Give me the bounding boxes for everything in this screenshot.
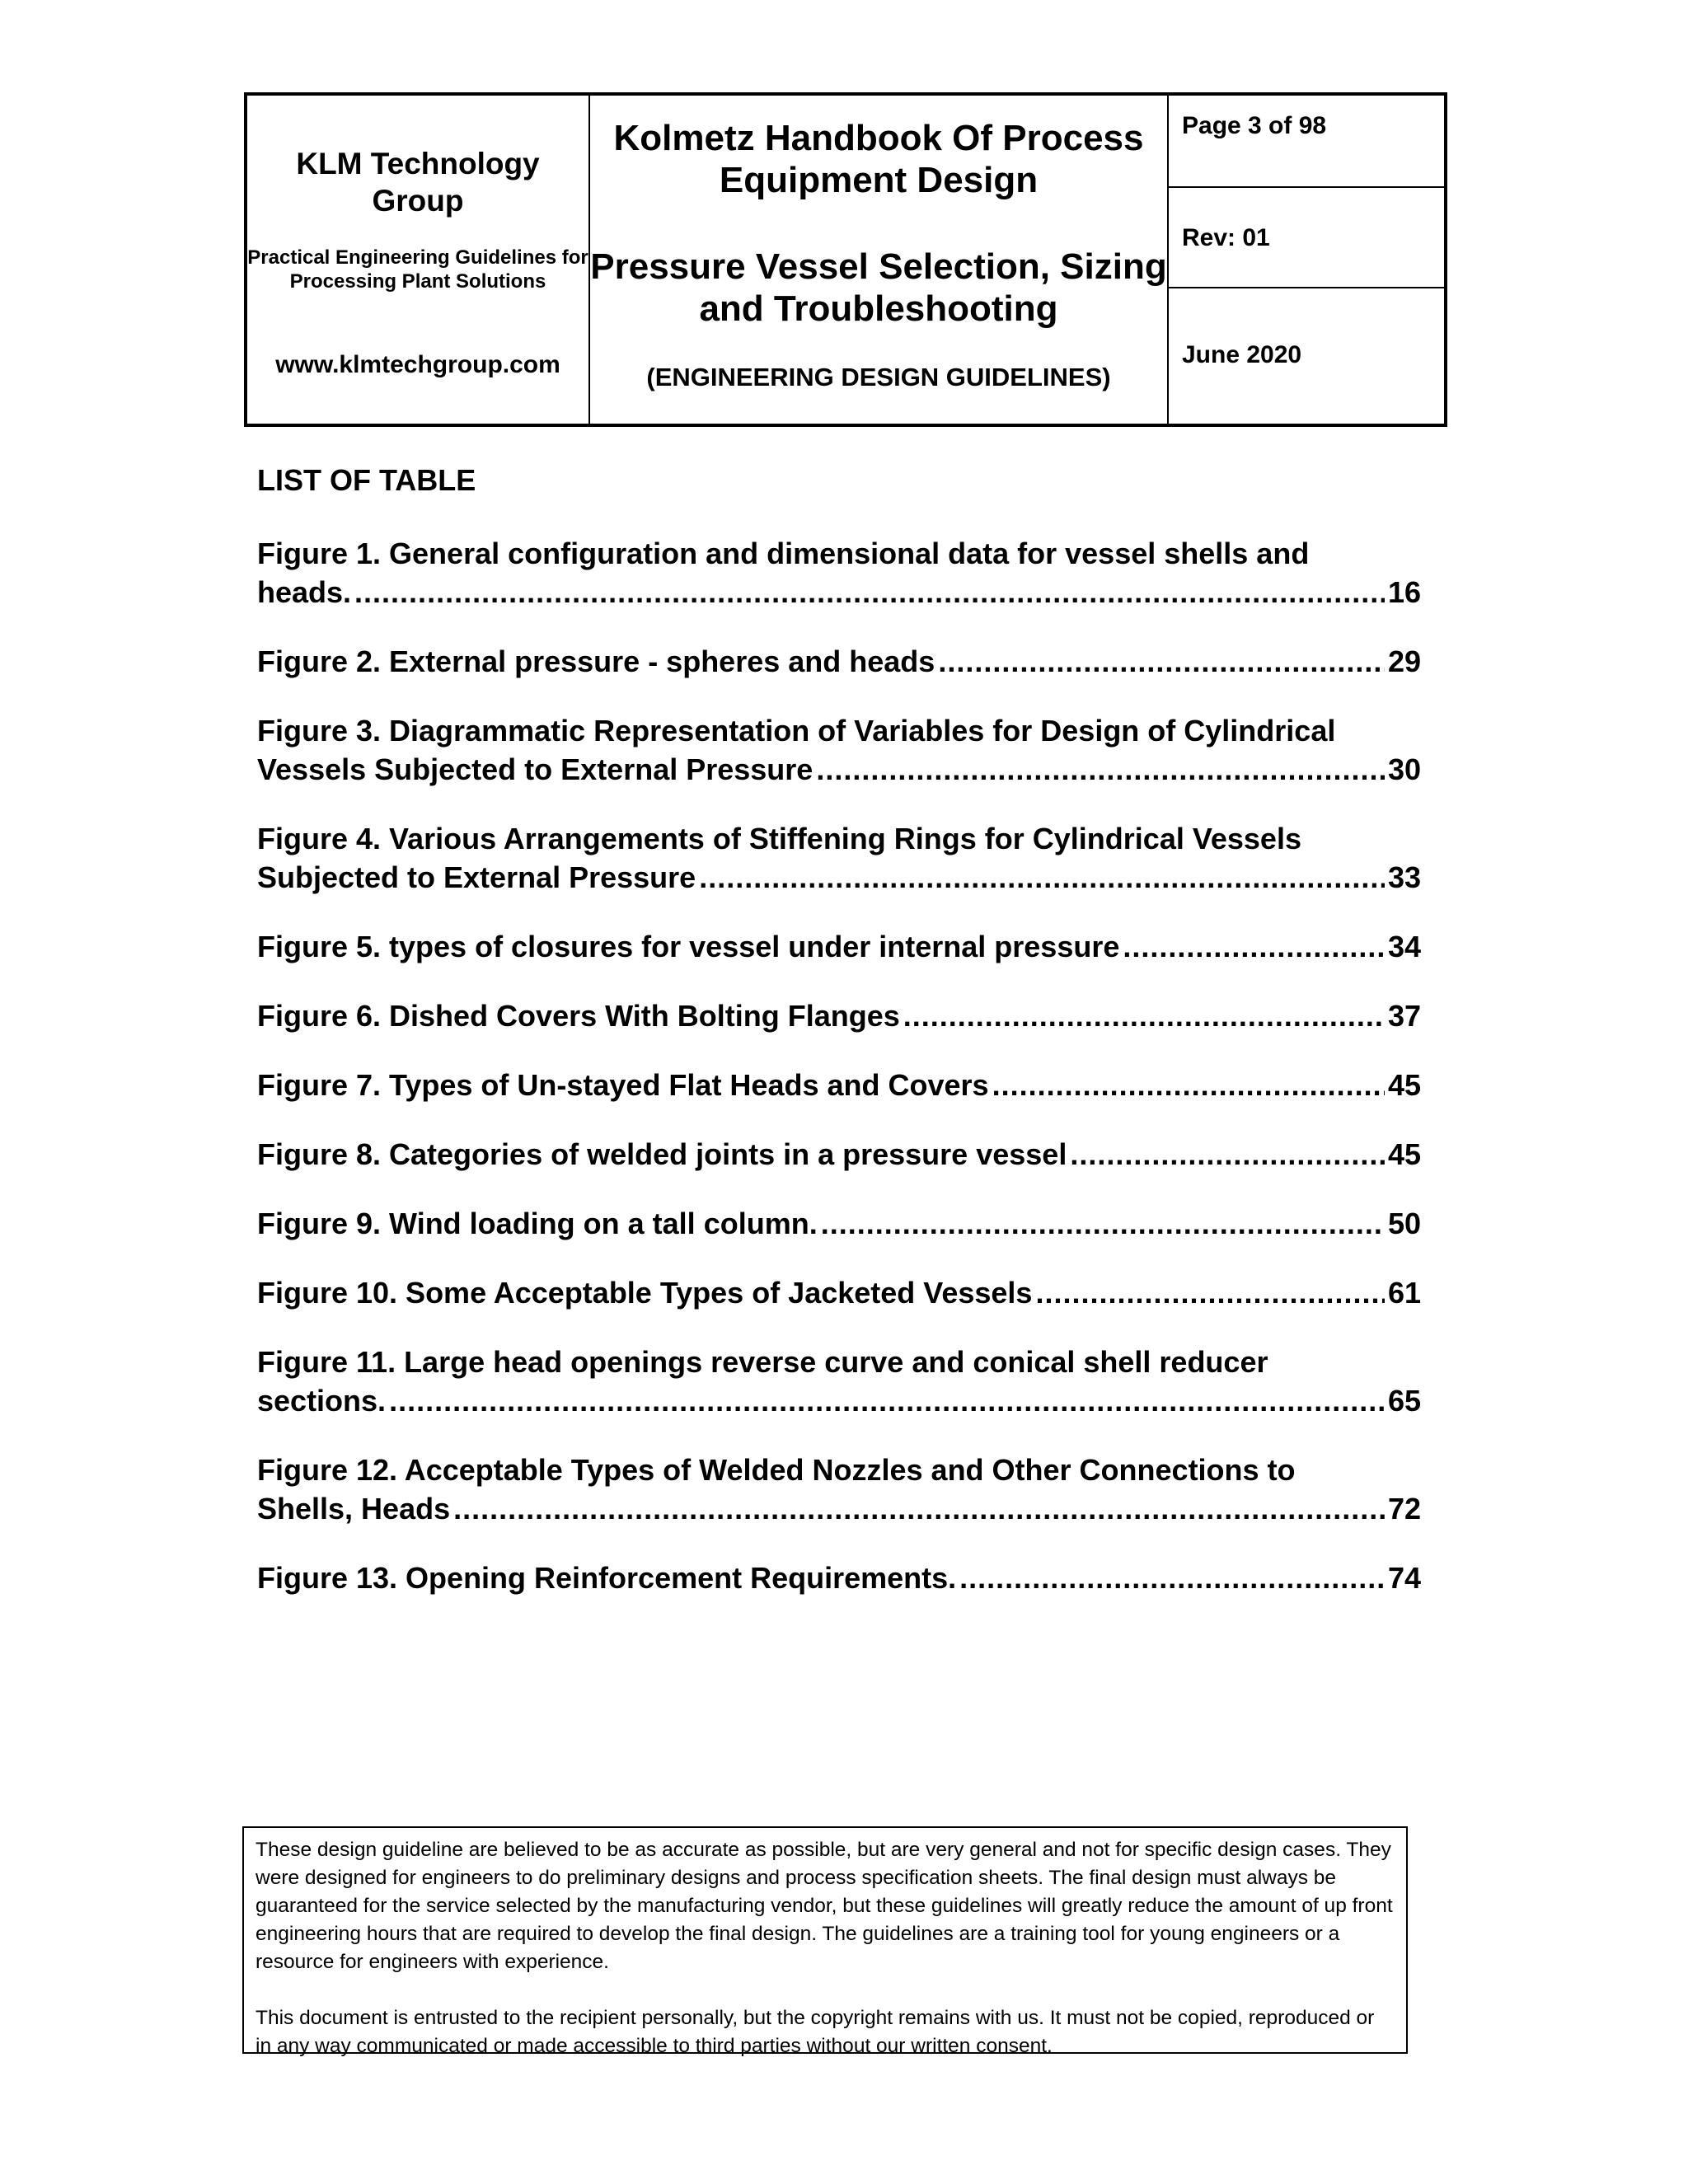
toc-entry-title: Vessels Subjected to External Pressure [257,752,814,786]
toc-entry-title: Figure 6. Dished Covers With Bolting Flanges [257,999,900,1033]
dot-leader [903,996,1385,1035]
dot-leader [453,1489,1385,1528]
book-title: Kolmetz Handbook Of Process Equipment Design [613,118,1144,200]
toc-entry[interactable] [257,1451,1421,1528]
book-kind: (ENGINEERING DESIGN GUIDELINES) [646,363,1111,391]
toc-entry-title: Shells, Heads [257,1492,451,1526]
toc-entry-title: Figure 5. types of closures for vessel under internal pressure [257,930,1120,963]
dot-leader [992,1066,1385,1104]
toc-entry-title: Figure 2. External pressure - spheres and heads [257,644,935,678]
toc-entry-line [257,750,1421,789]
book-subtitle: Pressure Vessel Selection, Sizing and Troubleshooting [590,246,1167,329]
dot-leader [389,1381,1385,1420]
toc-entry-page: 50 [1387,1207,1421,1240]
toc-entry[interactable] [257,1558,1421,1597]
dot-leader [959,1558,1385,1597]
page-number: Page 3 of 98 [1169,96,1444,188]
toc-entry-page: 29 [1387,644,1421,678]
toc-entry[interactable] [257,996,1421,1035]
toc-entry-line [257,1135,1421,1174]
header-meta-cell [1169,96,1444,424]
toc-entry-title: Figure 8. Categories of welded joints in a pressure vessel [257,1137,1067,1171]
toc-entry-title: Subjected to External Pressure [257,860,696,894]
toc-entry-line [257,1204,1421,1243]
org-tagline: Practical Engineering Guidelines for Processing Plant Solutions [247,246,588,293]
toc-entry-title-line1: Figure 11. Large head openings reverse curve and conical shell reducer [257,1345,1268,1379]
toc-entry-title-line1: Figure 1. General configuration and dimensional data for vessel shells and [257,537,1310,570]
org-url: www.klmtechgroup.com [275,351,560,378]
toc-entry[interactable] [257,1066,1421,1104]
toc-entry-line [257,573,1421,612]
toc-entry-title-line1: Figure 4. Various Arrangements of Stiffening Rings for Cylindrical Vessels [257,822,1301,855]
toc-entry[interactable] [257,711,1421,789]
header-org-cell [247,96,590,424]
toc-entry-line [257,858,1421,897]
disclaimer-box [242,1826,1408,2057]
disclaimer-paragraph: These design guideline are believed to be as accurate as possible, but are very general and not for specific design cases. They were designed for engineers to do preliminary designs and process specification sheets. The final design must always be guaranteed for the service selected by the manufacturing vendor, but these guidelines will greatly reduce the amount of up front engineering hours that are required to develop the final design. The guidelines are a training tool for young engineers or a resource for engineers with experience. [256,1839,1393,1973]
toc-entry-line [257,642,1421,681]
toc-entry-title: Figure 9. Wind loading on a tall column. [257,1207,818,1240]
revision: Rev: 01 [1169,188,1444,288]
toc-entry[interactable] [257,642,1421,681]
toc-entry[interactable] [257,927,1421,966]
toc-entry[interactable] [257,1135,1421,1174]
list-of-figures [257,534,1421,1628]
dot-leader [938,642,1385,681]
toc-entry-page: 37 [1387,999,1421,1033]
toc-entry[interactable] [257,1273,1421,1312]
toc-entry-page: 74 [1387,1561,1421,1595]
toc-entry-line [257,1381,1421,1420]
toc-entry-page: 30 [1387,752,1421,786]
toc-entry[interactable] [257,534,1421,612]
toc-entry-line [257,927,1421,966]
toc-entry-line [257,1489,1421,1528]
toc-entry-line [257,1558,1421,1597]
toc-entry-title-line1: Figure 3. Diagrammatic Representation of Variables for Design of Cylindrical [257,714,1336,748]
toc-entry-page: 65 [1387,1384,1421,1418]
toc-entry-page: 72 [1387,1492,1421,1526]
toc-entry-title: Figure 10. Some Acceptable Types of Jacketed Vessels [257,1276,1033,1310]
dot-leader [816,750,1385,789]
toc-entry-title: heads. [257,575,352,609]
dot-leader [1035,1273,1385,1312]
copyright-paragraph: This document is entrusted to the recipient personally, but the copyright remains with us. It must not be copied, reproduced or in any way communicated or made accessible to third parties without our written consent. [256,2007,1375,2057]
toc-entry-page: 34 [1387,930,1421,963]
toc-entry-title: sections. [257,1384,387,1418]
toc-entry-line [257,1273,1421,1312]
toc-entry-page: 45 [1387,1137,1421,1171]
toc-entry-page: 33 [1387,860,1421,894]
toc-entry[interactable] [257,1204,1421,1243]
list-title: LIST OF TABLE [257,463,476,497]
toc-entry-line [257,1066,1421,1104]
toc-entry-title: Figure 7. Types of Un-stayed Flat Heads and Covers [257,1068,989,1102]
toc-entry[interactable] [257,1343,1421,1420]
header-table [244,92,1447,427]
dot-leader [354,573,1385,612]
toc-entry-page: 16 [1387,575,1421,609]
dot-leader [1123,927,1385,966]
dot-leader [699,858,1385,897]
toc-entry-title: Figure 13. Opening Reinforcement Requirements. [257,1561,957,1595]
dot-leader [1070,1135,1385,1174]
toc-entry-page: 61 [1387,1276,1421,1310]
toc-entry-page: 45 [1387,1068,1421,1102]
toc-entry-title-line1: Figure 12. Acceptable Types of Welded Nozzles and Other Connections to [257,1453,1296,1487]
header-title-cell [590,96,1169,424]
issue-date: June 2020 [1182,341,1302,368]
toc-entry-line [257,996,1421,1035]
org-name: KLM Technology Group [296,147,540,218]
dot-leader [821,1204,1385,1243]
toc-entry[interactable] [257,819,1421,897]
